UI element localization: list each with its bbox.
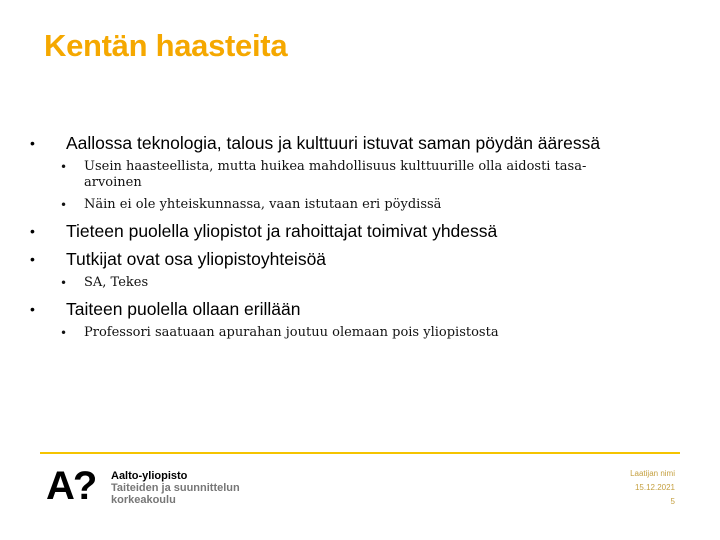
- bullet-item: [30, 247, 690, 271]
- logo-letter: A: [46, 464, 73, 508]
- sub-bullet-item: [30, 325, 604, 341]
- bullet-marker: •: [60, 160, 68, 174]
- bullet-item: [30, 131, 690, 155]
- sub-bullet-item: [30, 197, 604, 213]
- slide-title: Kentän haasteita: [44, 28, 288, 63]
- sub-bullet-text: Usein haasteellista, mutta huikea mahdollisuus kulttuurille olla aidosti tasa-arvoinen: [84, 159, 587, 190]
- bullet-marker: •: [60, 276, 68, 290]
- sub-bullet-item: [30, 275, 604, 291]
- bullet-marker: •: [60, 326, 68, 340]
- logo-question-mark: ?: [72, 464, 96, 508]
- bullet-marker: •: [30, 251, 35, 267]
- sub-bullet-text: Näin ei ole yhteiskunnassa, vaan istutaan eri pöydissä: [84, 197, 442, 212]
- bullet-item: [30, 219, 690, 243]
- footer-separator: [40, 452, 680, 454]
- bullet-item: [30, 297, 690, 321]
- bullet-text: Taiteen puolella ollaan erillään: [66, 299, 301, 319]
- bullet-text: Aallossa teknologia, talous ja kulttuuri istuvat saman pöydän ääressä: [66, 133, 601, 153]
- logo-name: Aalto-yliopisto: [111, 470, 188, 482]
- footer-page-number: 5: [670, 497, 675, 506]
- aalto-logo-mark: [46, 466, 106, 506]
- footer-info: [630, 467, 675, 509]
- bullet-marker: •: [30, 301, 35, 317]
- bullet-marker: •: [30, 223, 35, 239]
- bullet-list: [30, 131, 690, 347]
- footer-date: 15.12.2021: [634, 483, 675, 492]
- logo-school-line2: korkeakoulu: [111, 494, 176, 506]
- footer-author: Laatijan nimi: [630, 469, 675, 478]
- bullet-text: Tieteen puolella yliopistot ja rahoittajat toimivat yhdessä: [66, 221, 498, 241]
- logo-school-line1: Taiteiden ja suunnittelun: [111, 482, 240, 494]
- bullet-text: Tutkijat ovat osa yliopistoyhteisöä: [66, 249, 327, 269]
- bullet-marker: •: [30, 135, 35, 151]
- bullet-marker: •: [60, 198, 68, 212]
- sub-bullet-text: SA, Tekes: [84, 275, 149, 290]
- sub-bullet-text: Professori saatuaan apurahan joutuu olemaan pois yliopistosta: [84, 325, 499, 340]
- sub-bullet-item: [30, 159, 604, 191]
- aalto-logo-text: [111, 470, 240, 506]
